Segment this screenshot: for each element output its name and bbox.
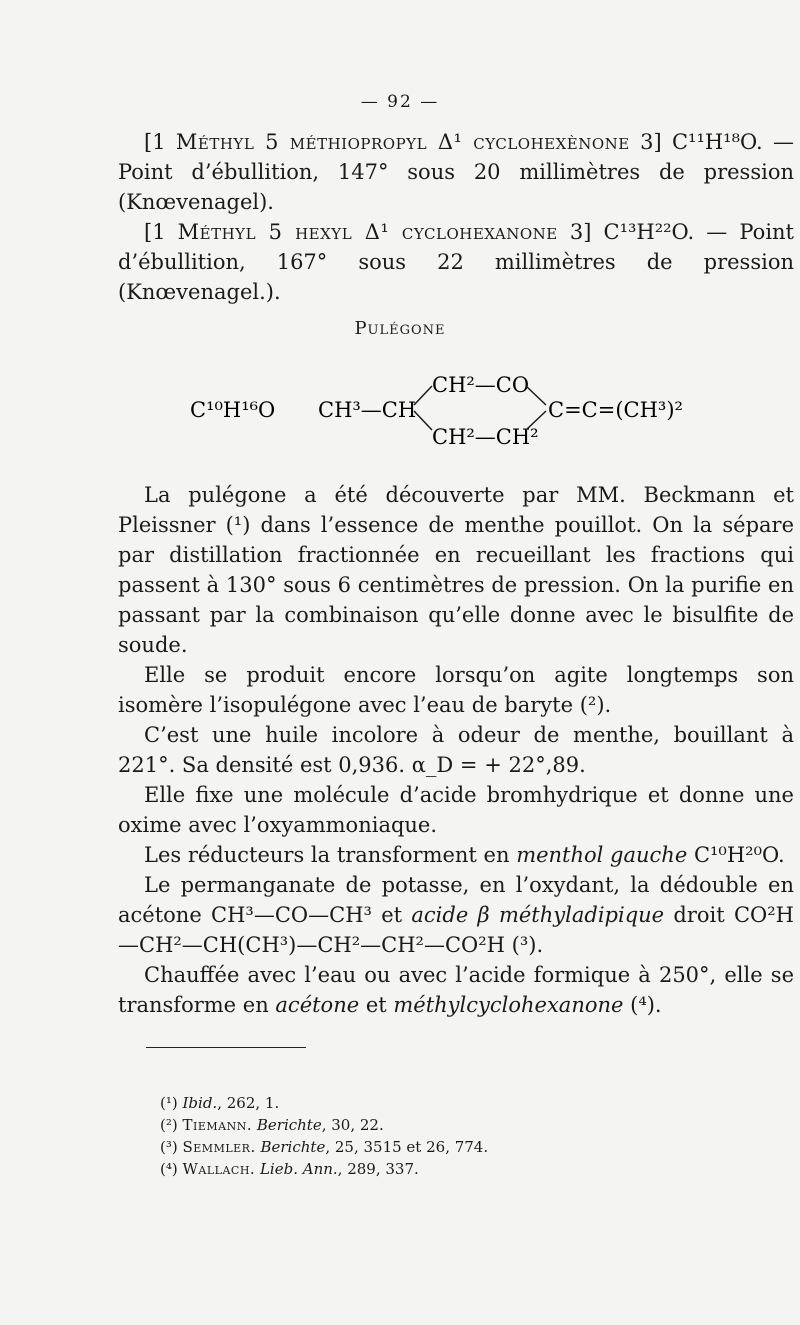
formula-top: CH²—CO	[432, 373, 530, 397]
body-text	[118, 480, 794, 1020]
compound-name: Méthyl 5 méthiopropyl Δ¹ cyclohexènone	[175, 130, 630, 154]
page-number: — 92 —	[360, 92, 440, 112]
paragraph: Les réducteurs la transforment en menthol gauche C¹⁰H²⁰O.	[144, 843, 785, 867]
compound-entry-2: [1 Méthyl 5 hexyl Δ¹ cyclohexanone 3] C¹³H²²O. — Point d’ébullition, 167° sous 22 millimètres de pression (Knœvenagel.).	[118, 220, 794, 304]
footnote: (¹) Ibid., 262, 1.	[160, 1094, 280, 1112]
paragraph: Le permanganate de potasse, en l’oxydant, la dédouble en acétone CH³—CO—CH³ et acide β méthyladipique droit CO²H —CH²—CH(CH³)—CH²—CH²—CO²H (³).	[118, 873, 794, 957]
paragraph: C’est une huile incolore à odeur de menthe, bouillant à 221°. Sa densité est 0,936. α_D = + 22°,89.	[118, 723, 794, 777]
formula-molecular: C¹⁰H¹⁶O	[190, 398, 276, 422]
paragraph: Elle fixe une molécule d’acide bromhydrique et donne une oxime avec l’oxyammoniaque.	[118, 783, 794, 837]
compound-entry-1: [1 Méthyl 5 méthiopropyl Δ¹ cyclohexènone 3] C¹¹H¹⁸O. — Point d’ébullition, 147° sous 20 millimètres de pression (Knœvenagel).	[118, 130, 795, 214]
compound-entries	[118, 127, 794, 307]
bond-line	[414, 386, 432, 405]
footnotes	[160, 1092, 488, 1180]
formula-bottom: CH²—CH²	[432, 425, 539, 449]
paragraph: Chauffée avec l’eau ou avec l’acide formique à 250°, elle se transforme en acétone et méthylcyclohexanone (⁴).	[118, 963, 794, 1017]
footnote: (³) Semmler. Berichte, 25, 3515 et 26, 774.	[160, 1138, 489, 1156]
footnote: (²) Tiemann. Berichte, 30, 22.	[160, 1116, 384, 1134]
paragraph: La pulégone a été découverte par MM. Beckmann et Pleissner (¹) dans l’essence de menthe pouillot. On la sépare par distillation fractionnée en recueillant les fractions qui passent à 130° sous 6 centimètres de pression. On la purifie en passant par la combinaison qu’elle donne avec le bisulfite de soude.	[118, 483, 794, 657]
molecular-formula: C¹³H²²O.	[603, 220, 695, 244]
footnote-divider	[146, 1047, 306, 1048]
footnote: (⁴) Wallach. Lieb. Ann., 289, 337.	[160, 1160, 419, 1178]
section-heading: Pulégone	[354, 318, 446, 339]
bond-line	[414, 411, 432, 430]
formula-left: CH³—CH	[318, 398, 417, 422]
structural-formula	[0, 365, 800, 455]
paragraph: Elle se produit encore lorsqu’on agite longtemps son isomère l’isopulégone avec l’eau de baryte (²).	[118, 663, 794, 717]
compound-name: Méthyl 5 hexyl Δ¹ cyclohexanone	[177, 220, 558, 244]
formula-right: C=C=(CH³)²	[548, 398, 683, 422]
molecular-formula: C¹¹H¹⁸O.	[671, 130, 763, 154]
